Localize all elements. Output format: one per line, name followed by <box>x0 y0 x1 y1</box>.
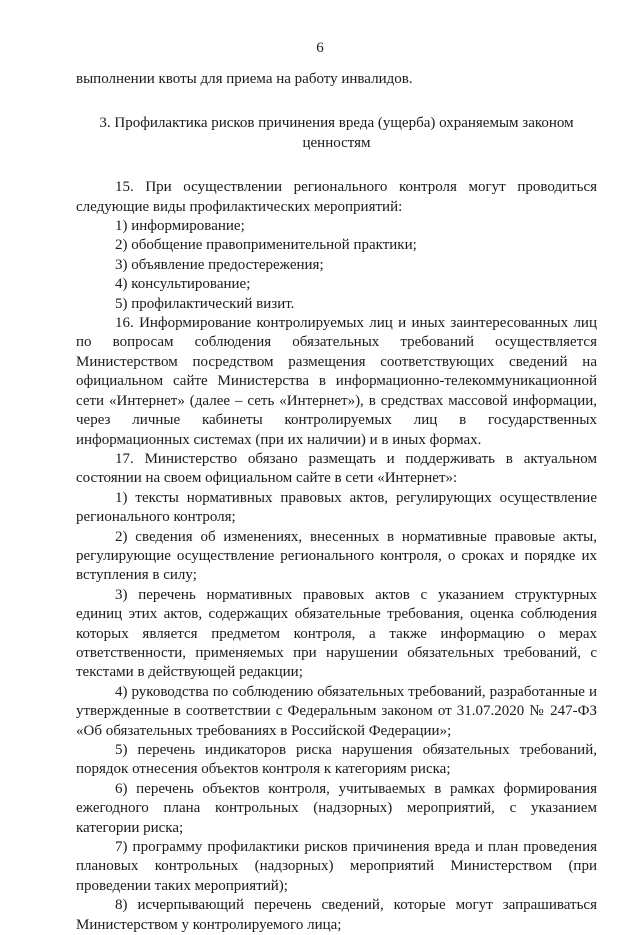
list-item: 2) обобщение правоприменительной практики; <box>115 237 417 254</box>
paragraph-17: 17. Министерство обязано размещать и поддерживать в актуальном состоянии на своем официальном сайте в сети «Интернет»: <box>76 450 597 487</box>
subitem-8: 8) исчерпывающий перечень сведений, которые могут запрашиваться Министерством у контролируемого лица; <box>76 897 597 933</box>
list-item: 1) информирование; <box>115 218 245 235</box>
page-number: 6 <box>316 40 324 56</box>
document-body <box>76 70 597 935</box>
subitem-4: 4) руководства по соблюдению обязательных требований, разработанные и утвержденные в соответствии с Федеральным законом от 31.07.2020 № 247-ФЗ «Об обязательных требованиях в Российской Федерации»; <box>76 683 597 739</box>
list-item: 5) профилактический визит. <box>115 295 295 312</box>
subitem-2: 2) сведения об изменениях, внесенных в нормативные правовые акты, регулирующие осуществление регионального контроля, о сроках и порядке их вступления в силу; <box>76 528 597 584</box>
list-item: 3) объявление предостережения; <box>115 256 324 273</box>
paragraph-16: 16. Информирование контролируемых лиц и иных заинтересованных лиц по вопросам соблюдения обязательных требований осуществляется Министерством посредством размещения соответствующих сведений на официальном сайте Министерства в информационно-телекоммуникационной сети «Интернет» (далее – сеть «Интернет»), в средствах массовой информации, через личные кабинеты контролируемых лиц в государственных информационных системах (при их наличии) и в иных формах. <box>76 315 597 448</box>
section-heading: 3. Профилактика рисков причинения вреда (ущерба) охраняемым законом ценностям <box>99 115 574 151</box>
subitem-1: 1) тексты нормативных правовых актов, регулирующих осуществление регионального контроля; <box>76 489 597 526</box>
subitem-3: 3) перечень нормативных правовых актов с указанием структурных единиц этих актов, содержащих обязательные требования, оценка соблюдения которых является предметом контроля, а также информацию о мерах ответственности, применяемых при нарушении обязательных требований, с текстами в действующей редакции; <box>76 586 597 681</box>
list-item: 4) консультирование; <box>115 276 251 293</box>
paragraph-15: 15. При осуществлении регионального контроля могут проводиться следующие виды профилактических мероприятий: <box>76 179 597 215</box>
continuation-line: выполнении квоты для приема на работу инвалидов. <box>76 71 413 87</box>
subitem-6: 6) перечень объектов контроля, учитываемых в рамках формирования ежегодного плана контрольных (надзорных) мероприятий, с указанием категории риска; <box>76 780 597 836</box>
subitem-5: 5) перечень индикаторов риска нарушения обязательных требований, порядок отнесения объектов контроля к категориям риска; <box>76 742 597 778</box>
subitem-7: 7) программу профилактики рисков причинения вреда и план проведения плановых контрольных (надзорных) мероприятий Министерством (при проведении таких мероприятий); <box>76 839 597 894</box>
